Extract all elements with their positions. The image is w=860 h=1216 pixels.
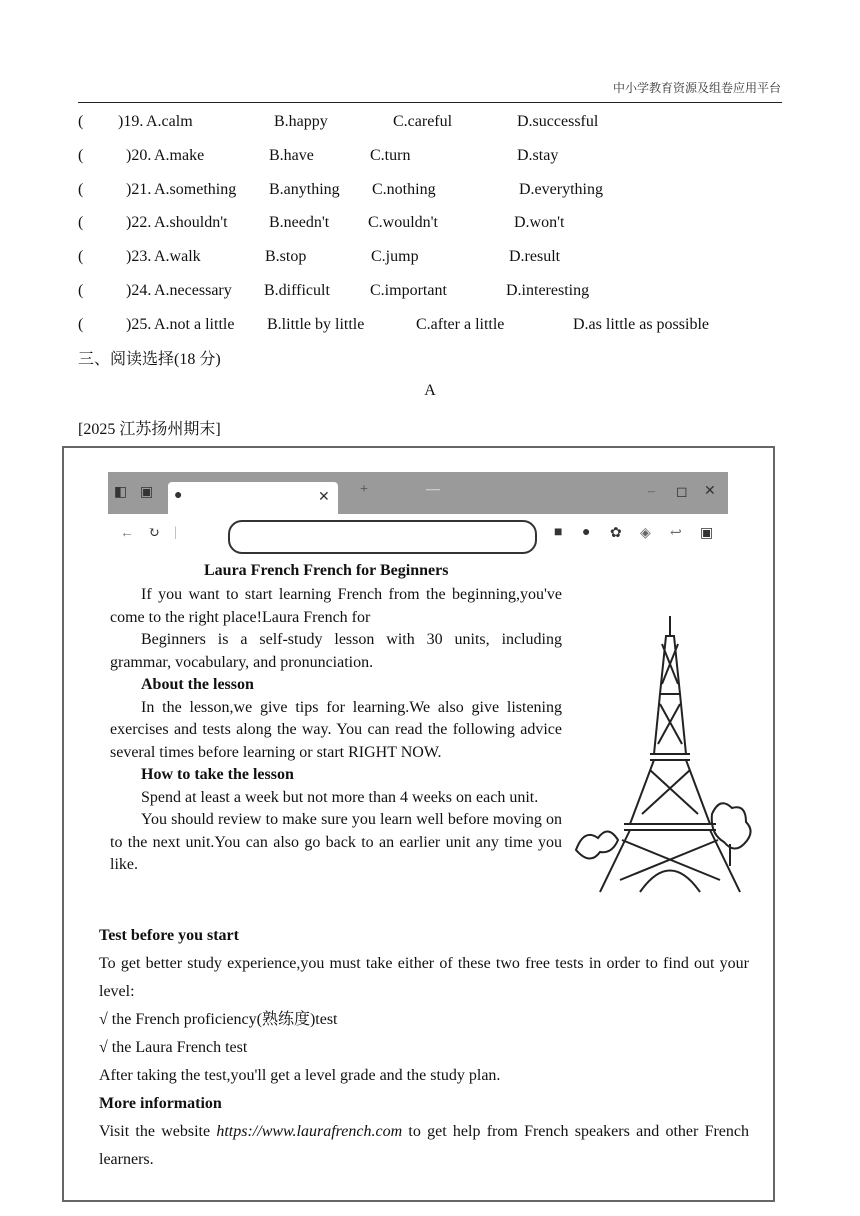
test-option-1: √ the French proficiency(熟练度)test: [99, 1011, 338, 1028]
option-d: D.everything: [519, 181, 603, 198]
new-tab-icon: +: [360, 482, 368, 497]
article-body: [110, 584, 562, 877]
passage-letter: A: [424, 382, 436, 399]
browser-tab-bar: [108, 472, 728, 514]
bookmark-icon: ■: [554, 525, 563, 540]
question-number: )25.: [126, 316, 152, 333]
separator-icon: |: [174, 525, 177, 540]
download-icon: ▣: [700, 526, 714, 541]
intro-paragraph-2: Beginners is a self-study lesson with 30 units, including grammar, vocabulary, and pronunciation.: [110, 631, 562, 671]
option-c: C.nothing: [372, 181, 436, 198]
question-number: )24.: [126, 282, 152, 299]
more-info-prefix: Visit the website: [99, 1123, 217, 1140]
extensions-icon: ✿: [610, 526, 622, 541]
option-d: D.as little as possible: [573, 316, 709, 333]
tab-list-icon: ▣: [140, 485, 154, 500]
maximize-icon: ◻: [676, 485, 688, 500]
intro-paragraph-1: If you want to start learning French from the beginning,you've come to the right place!Laura French for: [110, 586, 562, 626]
option-b: B.anything: [269, 181, 340, 198]
answer-paren: (: [78, 113, 84, 130]
how-heading: How to take the lesson: [141, 766, 294, 783]
section-heading: 三、阅读选择(18 分): [78, 351, 221, 368]
browser-address-bar: [108, 514, 728, 560]
option-b: B.needn't: [269, 214, 330, 231]
question-number: )22.: [126, 214, 152, 231]
test-option-2: √ the Laura French test: [99, 1039, 248, 1056]
tab-favicon-icon: ●: [174, 488, 183, 503]
answer-paren: (: [78, 248, 84, 265]
more-info-suffix: to get help from French speakers and other French learners.: [99, 1123, 750, 1168]
header-divider: [78, 102, 782, 103]
option-d: D.interesting: [506, 282, 590, 299]
question-number: )20.: [126, 147, 152, 164]
option-c: C.turn: [370, 147, 411, 164]
option-b: B.happy: [274, 113, 328, 130]
about-heading: About the lesson: [141, 676, 254, 693]
how-paragraph-1: Spend at least a week but not more than 4 weeks on each unit.: [141, 788, 539, 806]
option-c: C.wouldn't: [368, 214, 438, 231]
scanned-passage: [62, 446, 775, 1202]
platform-header: 中小学教育资源及组卷应用平台: [612, 81, 781, 95]
option-c: C.after a little: [416, 316, 505, 333]
option-d: D.won't: [514, 214, 565, 231]
reload-icon: ↻: [148, 526, 160, 541]
url-field: [228, 520, 537, 554]
window-menu-icon: ◧: [114, 485, 128, 500]
record-icon: ●: [582, 525, 591, 540]
more-info-paragraph: [99, 1118, 749, 1174]
tab-dash-icon: —: [426, 482, 440, 497]
question-number: )19.: [118, 113, 144, 130]
option-a: A.not a little: [154, 316, 235, 333]
option-a: A.necessary: [154, 282, 232, 299]
option-d: D.successful: [517, 113, 599, 130]
test-result-text: After taking the test,you'll get a level grade and the study plan.: [99, 1067, 501, 1084]
back-arrow-icon: ←: [120, 526, 134, 541]
website-link: https://www.laurafrench.com: [216, 1123, 403, 1140]
how-paragraph-2: You should review to make sure you learn well before moving on to the next unit.You can also go back to an earlier unit any time you like.: [110, 811, 562, 873]
answer-paren: (: [78, 282, 84, 299]
shield-icon: ◈: [640, 526, 651, 541]
option-c: C.jump: [371, 248, 419, 265]
option-a: A.shouldn't: [154, 214, 228, 231]
share-icon: ↩: [670, 526, 682, 541]
option-b: B.little by little: [267, 316, 365, 333]
question-number: )21.: [126, 181, 152, 198]
answer-paren: (: [78, 316, 84, 333]
window-close-icon: ✕: [704, 484, 716, 499]
more-info-heading: More information: [99, 1095, 222, 1112]
browser-screenshot: [108, 472, 728, 560]
option-a: A.calm: [146, 113, 193, 130]
option-d: D.result: [509, 248, 561, 265]
article-title: Laura French French for Beginners: [204, 562, 449, 579]
option-a: A.walk: [154, 248, 201, 265]
answer-paren: (: [78, 181, 84, 198]
question-number: )23.: [126, 248, 152, 265]
passage-source: [2025 江苏扬州期末]: [78, 421, 221, 438]
lower-section: [99, 922, 749, 1174]
about-paragraph: In the lesson,we give tips for learning.We also give listening exercises and tests along the way. You can read the following advice several times before learning or start RIGHT NOW.: [110, 698, 562, 761]
option-a: A.something: [154, 181, 237, 198]
option-a: A.make: [154, 147, 205, 164]
test-paragraph: To get better study experience,you must take either of these two free tests in order to find out your level:: [99, 955, 749, 1000]
option-b: B.difficult: [264, 282, 330, 299]
minimize-icon: –: [648, 484, 655, 499]
browser-tab: [168, 482, 338, 514]
option-c: C.important: [370, 282, 447, 299]
eiffel-tower-illustration: [570, 614, 756, 894]
tab-close-icon: ✕: [318, 490, 330, 505]
option-b: B.stop: [265, 248, 307, 265]
test-heading: Test before you start: [99, 927, 239, 944]
answer-paren: (: [78, 147, 84, 164]
option-b: B.have: [269, 147, 314, 164]
answer-paren: (: [78, 214, 84, 231]
option-d: D.stay: [517, 147, 559, 164]
option-c: C.careful: [393, 113, 453, 130]
